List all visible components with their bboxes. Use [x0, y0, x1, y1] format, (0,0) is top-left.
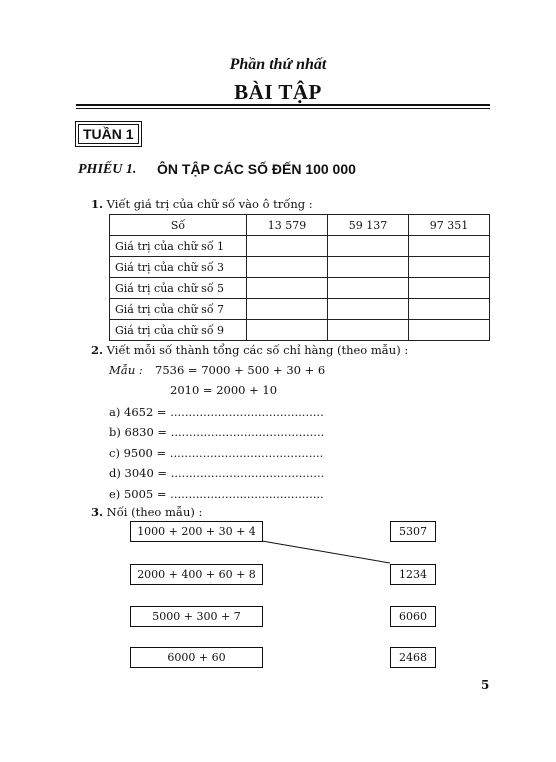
- fill-item[interactable]: e) 5005 = ..........................................: [109, 487, 324, 501]
- page-number: 5: [481, 678, 490, 692]
- exercise-3-instruction: Nối (theo mẫu) :: [106, 505, 203, 519]
- main-title: BÀI TẬP: [234, 80, 322, 104]
- fill-item[interactable]: d) 3040 = ..........................................: [109, 466, 325, 480]
- row-label: Giá trị của chữ số 1: [110, 236, 247, 257]
- sheet-title: ÔN TẬP CÁC SỐ ĐẾN 100 000: [157, 161, 356, 177]
- expression-box[interactable]: 5000 + 300 + 7: [130, 606, 263, 627]
- connector-line: [262, 541, 390, 563]
- number-box[interactable]: 5307: [390, 521, 436, 542]
- row-label: Giá trị của chữ số 3: [110, 257, 247, 278]
- sheet-label: PHIẾU 1.: [78, 162, 137, 177]
- table-header-cell: Số: [110, 215, 247, 236]
- exercise-1-instruction: Viết giá trị của chữ số vào ô trống :: [106, 197, 313, 211]
- fill-item[interactable]: c) 9500 = ..........................................: [109, 446, 324, 460]
- row-label: Giá trị của chữ số 7: [110, 299, 247, 320]
- fill-item[interactable]: b) 6830 = ..........................................: [109, 425, 325, 439]
- sample-line: 7536 = 7000 + 500 + 30 + 6: [155, 363, 326, 377]
- expression-box[interactable]: 6000 + 60: [130, 647, 263, 668]
- expression-box[interactable]: 1000 + 200 + 30 + 4: [130, 521, 263, 542]
- expression-box[interactable]: 2000 + 400 + 60 + 8: [130, 564, 263, 585]
- sample-label: Mẫu :: [109, 363, 143, 377]
- exercise-3-number: 3.: [91, 505, 104, 519]
- number-box[interactable]: 6060: [390, 606, 436, 627]
- number-box[interactable]: 1234: [390, 564, 436, 585]
- table-header-cell: 97 351: [409, 215, 490, 236]
- part-title: Phần thứ nhất: [229, 56, 327, 73]
- exercise-2-instruction: Viết mỗi số thành tổng các số chỉ hàng (theo mẫu) :: [106, 343, 409, 357]
- table-header-cell: 13 579: [247, 215, 328, 236]
- table-header-cell: 59 137: [328, 215, 409, 236]
- row-label: Giá trị của chữ số 5: [110, 278, 247, 299]
- week-label: TUẦN 1: [78, 124, 139, 144]
- number-box[interactable]: 2468: [390, 647, 436, 668]
- fill-item[interactable]: a) 4652 = ..........................................: [109, 405, 324, 419]
- sample-line: 2010 = 2000 + 10: [170, 383, 278, 397]
- exercise-1-number: 1.: [91, 197, 104, 211]
- row-label: Giá trị của chữ số 9: [110, 320, 247, 341]
- exercise-2-number: 2.: [91, 343, 104, 357]
